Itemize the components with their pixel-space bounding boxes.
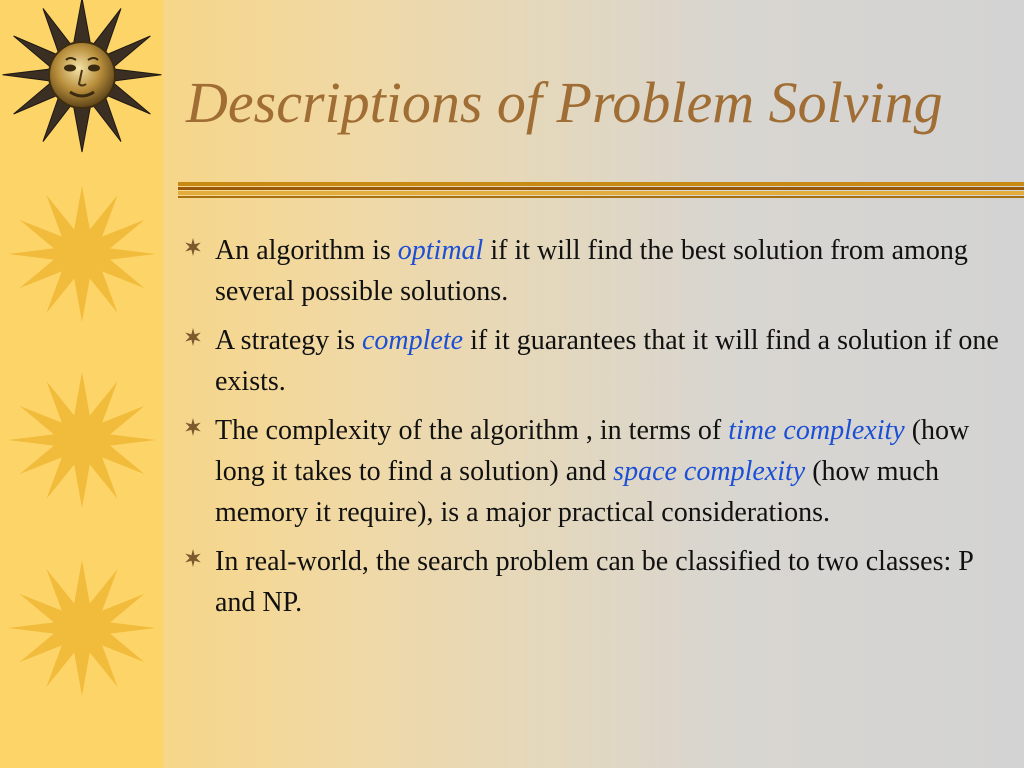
sun-icon [8,560,155,696]
emphasis-term: time complexity [728,415,905,446]
bullet-item-complexity [183,410,1013,533]
bullet-text: A strategy is [215,325,362,356]
star-bullet-icon [183,417,203,437]
star-bullet-icon [183,327,203,347]
star-bullet-icon [183,237,203,257]
decorative-sidebar [0,0,163,768]
bullet-list [183,230,1013,631]
bullet-text: (how long it takes to find a solution) and [215,415,970,487]
bullet-item-classes [183,541,1013,623]
emphasis-term: complete [362,325,464,356]
bullet-text: (how much memory it require), is a major practical considerations. [215,456,939,528]
bullet-text: An algorithm is [215,235,398,266]
sun-face-icon [3,0,162,152]
bullet-item-optimal [183,230,1013,312]
bullet-item-complete [183,320,1013,402]
bullet-text: if it guarantees that it will find a solution if one exists. [215,325,999,397]
emphasis-term: optimal [397,235,484,266]
sun-icon [8,372,155,508]
emphasis-term: space complexity [613,456,806,487]
star-bullet-icon [183,548,203,568]
slide-title: Descriptions of Problem Solving [186,70,943,135]
bullet-text: In real-world, the search problem can be classified to two classes: P and NP. [215,546,973,618]
sun-decorations [0,0,163,768]
title-divider [178,180,1024,202]
sun-icon [8,186,155,322]
bullet-text: if it will find the best solution from among several possible solutions. [215,235,968,307]
bullet-text: The complexity of the algorithm , in terms of [215,415,729,446]
